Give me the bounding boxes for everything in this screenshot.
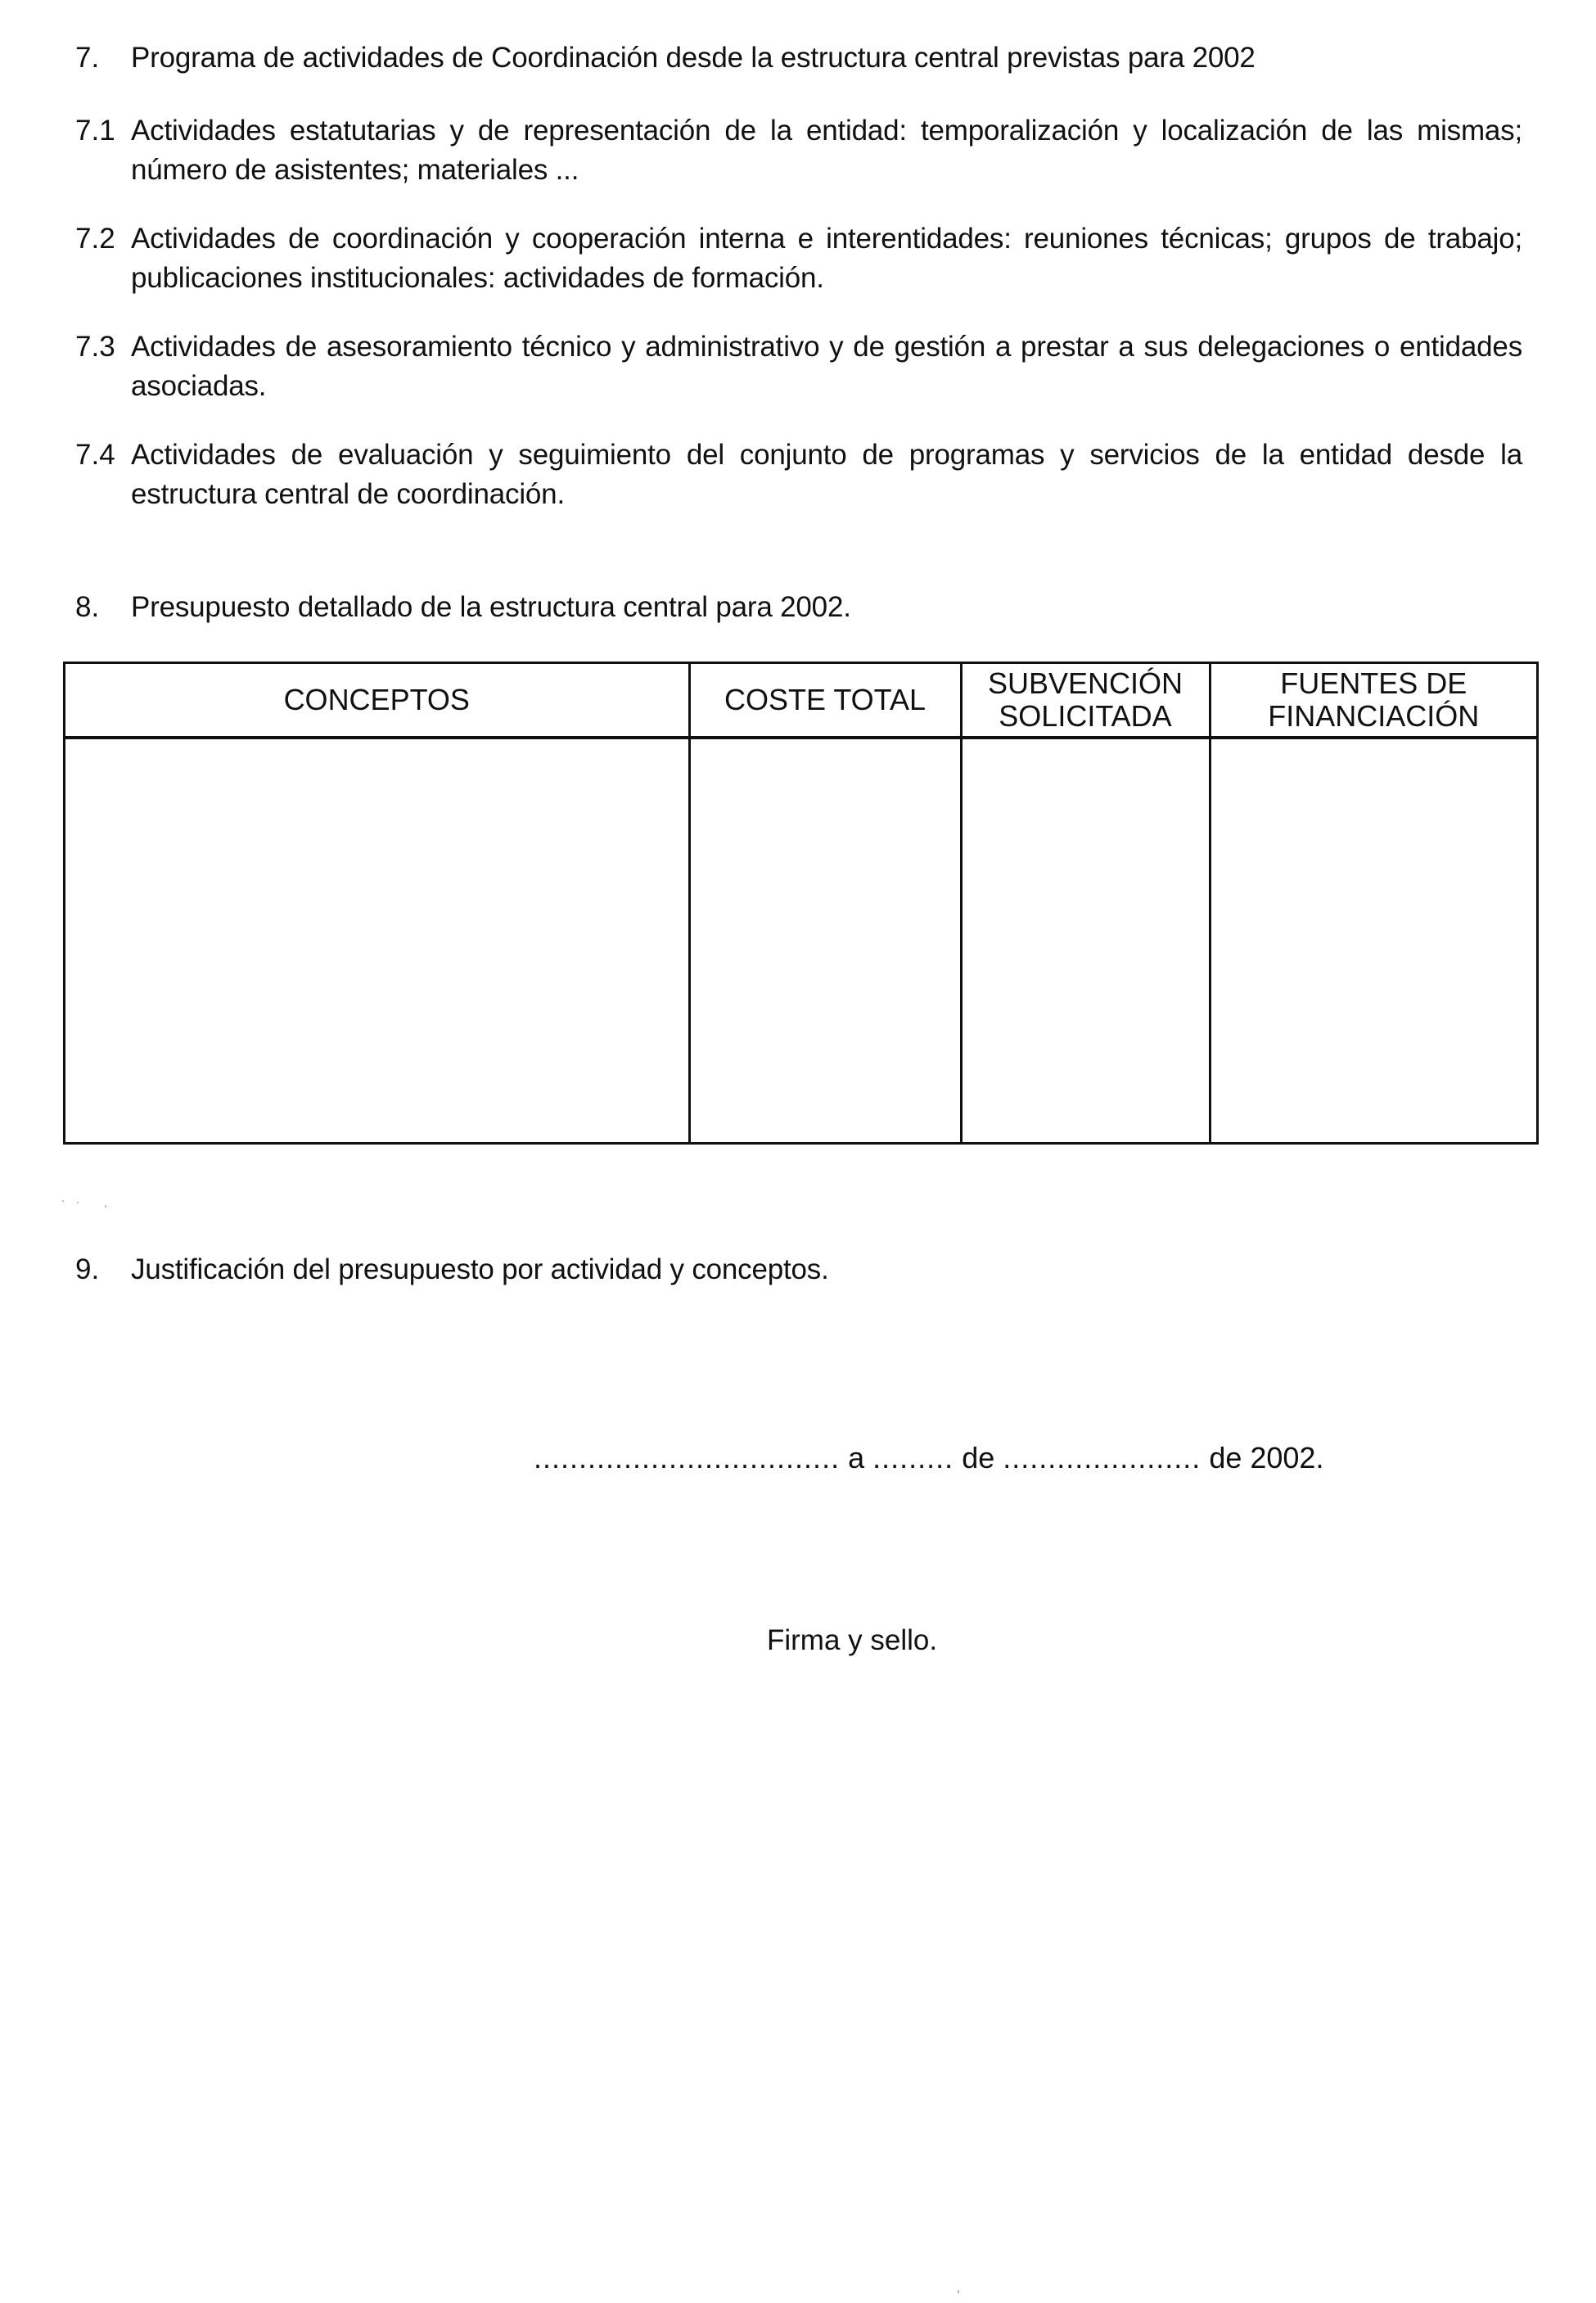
header-conceptos [65,664,689,738]
section-9-number: 9. [75,1253,100,1285]
section-8-number: 8. [75,591,100,623]
section-9-title: Justificación del presupuesto por actividad y conceptos. [131,1253,829,1285]
scan-speck [77,1202,79,1203]
cell-fuentes-financiacion[interactable] [1210,738,1536,1142]
header-subvencion-line2: SOLICITADA [999,699,1172,733]
header-fuentes-financiacion [1210,664,1536,738]
item-7-1-text: Actividades estatutarias y de representación de la entidad: temporalización y localización de las mismas; número de asistentes; materiales ... [131,115,1522,186]
signature-label: Firma y sello. [767,1624,938,1656]
date-year-label: de 2002. [1209,1441,1324,1474]
item-7-2-text: Actividades de coordinación y cooperación interna e interentidades: reuniones técnicas; grupos de trabajo; publicaciones institucionales: actividades de formación. [131,223,1522,294]
header-subvencion-line1: SUBVENCIÓN [987,666,1183,700]
item-7-3-number: 7.3 [75,331,115,363]
day-blank[interactable]: ......... [872,1441,954,1474]
item-7-4-text: Actividades de evaluación y seguimiento del conjunto de programas y servicios de la entidad desde la estructura central de coordinación. [131,439,1522,510]
header-fuentes-line2: FINANCIACIÓN [1268,699,1480,733]
scan-speck [958,2290,959,2293]
scan-speck [62,1200,64,1202]
place-blank[interactable]: .................................. [534,1441,841,1474]
date-de-label: de [962,1441,995,1474]
section-8-title: Presupuesto detallado de la estructura central para 2002. [131,591,851,623]
month-blank[interactable]: ...................... [1003,1441,1202,1474]
header-conceptos-label: CONCEPTOS [283,683,470,716]
cell-subvencion-solicitada[interactable] [961,738,1210,1142]
budget-table-container [63,662,1539,1145]
section-7-title: Programa de actividades de Coordinación desde la estructura central previstas para 2002 [131,42,1256,74]
item-7-1-number: 7.1 [75,115,115,147]
header-coste-total [689,664,961,738]
section-7-number: 7. [75,42,100,74]
item-7-2-number: 7.2 [75,223,115,255]
item-7-4-number: 7.4 [75,439,115,471]
date-line [534,1438,1323,1478]
budget-table [65,664,1536,1142]
header-fuentes-line1: FUENTES DE [1280,666,1468,700]
scan-speck [105,1205,106,1208]
header-coste-total-label: COSTE TOTAL [724,683,926,716]
table-row [65,738,1536,1142]
cell-conceptos[interactable] [65,738,689,1142]
header-subvencion-solicitada [961,664,1210,738]
date-a-label: a [848,1441,865,1474]
budget-table-header-row [65,664,1536,738]
item-7-3-text: Actividades de asesoramiento técnico y administrativo y de gestión a prestar a sus delegaciones o entidades asociadas. [131,331,1522,402]
cell-coste-total[interactable] [689,738,961,1142]
